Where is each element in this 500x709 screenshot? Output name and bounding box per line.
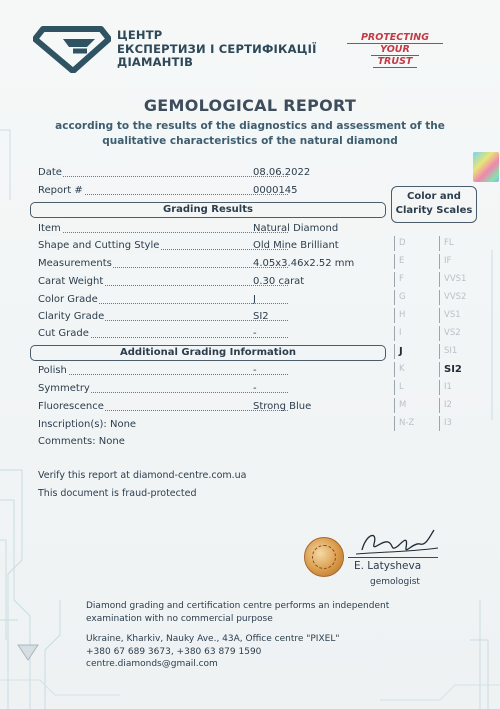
org-name-line2: ЕКСПЕРТИЗИ І СЕРТИФІКАЦІЇ (117, 41, 317, 56)
color-grade-cell: I (394, 326, 432, 341)
clarity-grade-cell: I1 (439, 380, 477, 395)
slogan-line3: TRUST (373, 56, 417, 68)
slogan (345, 32, 445, 68)
clarity-grade-cell: FL (439, 236, 477, 251)
clarity-grade-cell: VS2 (439, 326, 477, 341)
company-seal (304, 537, 344, 577)
comments-label: Comments: (38, 436, 96, 447)
additional-value: - (253, 365, 257, 376)
report-subtitle (30, 119, 470, 149)
seal-emblem (312, 545, 336, 569)
scales-title-line2: Clarity Scales (395, 205, 473, 216)
color-grade-cell: G (394, 290, 432, 305)
color-grade-cell: N-Z (394, 416, 432, 431)
additional-row (38, 364, 368, 378)
scales-title-line1: Color and (407, 191, 461, 202)
leader-dots (38, 374, 288, 375)
grading-row (38, 327, 368, 341)
grading-row (38, 293, 368, 307)
grading-value: J (253, 294, 256, 305)
grading-row (38, 310, 368, 324)
verify-line (38, 470, 247, 481)
clarity-grade-cell: VVS2 (439, 290, 477, 305)
clarity-grade-cell: I2 (439, 398, 477, 413)
clarity-grade-cell-selected: SI2 (439, 362, 477, 377)
additional-label: Fluorescence (38, 401, 104, 412)
additional-value: Strong Blue (253, 401, 312, 412)
leader-dots (38, 176, 288, 177)
comments-text (38, 435, 125, 449)
footer-line2: examination with no commercial purpose (86, 613, 273, 624)
additional-row (38, 382, 368, 396)
date-value: 08.06.2022 (253, 167, 311, 178)
signer-name: E. Latysheva (354, 560, 422, 572)
grading-label: Cut Grade (38, 328, 89, 339)
company-logo (33, 25, 111, 73)
grading-value: Natural Diamond (253, 223, 339, 234)
report-title: GEMOLOGICAL REPORT (143, 96, 357, 115)
date-label: Date (38, 167, 62, 178)
grading-row (38, 257, 368, 271)
fraud-protected-note: This document is fraud-protected (38, 488, 197, 499)
color-grade-cell: H (394, 308, 432, 323)
subtitle-line2: qualitative characteristics of the natural diamond (102, 135, 398, 147)
org-name-line1: ЦЕНТР (117, 28, 163, 42)
color-grade-cell-selected: J (394, 344, 432, 359)
additional-label: Symmetry (38, 383, 90, 394)
grading-label: Shape and Cutting Style (38, 240, 160, 251)
footer-email[interactable]: centre.diamonds@gmail.com (86, 659, 218, 669)
inscriptions-label: Inscription(s): (38, 419, 107, 430)
clarity-grade-cell: I3 (439, 416, 477, 431)
additional-row (38, 400, 368, 414)
color-grade-cell: K (394, 362, 432, 377)
grading-value: 0.30 carat (253, 276, 305, 287)
grading-row (38, 222, 368, 236)
grading-label: Color Grade (38, 294, 98, 305)
clarity-grade-cell: VVS1 (439, 272, 477, 287)
additional-info-header: Additional Grading Information (30, 345, 386, 361)
grading-value: SI2 (253, 311, 269, 322)
footer (86, 600, 456, 671)
clarity-grade-cell: VS1 (439, 308, 477, 323)
footer-phones: +380 67 689 3673, +380 63 879 1590 (86, 646, 262, 657)
grading-row (38, 275, 368, 289)
inscriptions-row (38, 418, 368, 432)
org-name-line3: ДІАМАНТІВ (117, 55, 194, 69)
footer-line1: Diamond grading and certification centre performs an independent (86, 601, 390, 611)
color-grade-cell: E (394, 254, 432, 269)
slogan-line2: YOUR (371, 44, 419, 56)
handwritten-signature (348, 522, 440, 558)
inscriptions-value: None (109, 419, 137, 430)
footer-address: Ukraine, Kharkiv, Nauky Ave., 43A, Office centre "PIXEL" (86, 634, 340, 644)
grading-row (38, 239, 368, 253)
grading-value: Old Mine Brilliant (253, 240, 339, 251)
leader-dots (38, 232, 288, 233)
verify-text: Verify this report at (38, 470, 130, 481)
verify-site-link[interactable]: diamond-centre.com.ua (132, 470, 247, 481)
grading-label: Measurements (38, 258, 112, 269)
comments-value: None (98, 436, 125, 447)
color-grade-cell: M (394, 398, 432, 413)
grading-label: Item (38, 223, 61, 234)
scales-title-box (391, 186, 477, 223)
signature-line (348, 557, 438, 558)
hologram-sticker (473, 152, 499, 182)
report-number-row (38, 184, 368, 198)
subtitle-line1: according to the results of the diagnostics and assessment of the (55, 120, 445, 132)
grading-results-header: Grading Results (30, 202, 386, 218)
grading-label: Clarity Grade (38, 311, 105, 322)
grading-label: Carat Weight (38, 276, 104, 287)
report-number-label: Report # (38, 185, 83, 196)
footer-spacer (86, 625, 456, 633)
color-grade-cell: F (394, 272, 432, 287)
color-grade-cell: D (394, 236, 432, 251)
additional-value: - (253, 383, 257, 394)
organization-name (117, 29, 317, 70)
additional-label: Polish (38, 365, 67, 376)
grading-value: - (253, 328, 257, 339)
date-row (38, 166, 368, 180)
slogan-line1: PROTECTING (347, 32, 443, 44)
grading-value: 4.05x3.46x2.52 mm (253, 258, 355, 269)
signer-role: gemologist (370, 577, 420, 587)
clarity-grade-cell: IF (439, 254, 477, 269)
inscriptions-text (38, 418, 136, 432)
comments-row (38, 435, 368, 449)
report-number-value: 0000145 (253, 185, 298, 196)
clarity-grade-cell: SI1 (439, 344, 477, 359)
color-grade-cell: L (394, 380, 432, 395)
